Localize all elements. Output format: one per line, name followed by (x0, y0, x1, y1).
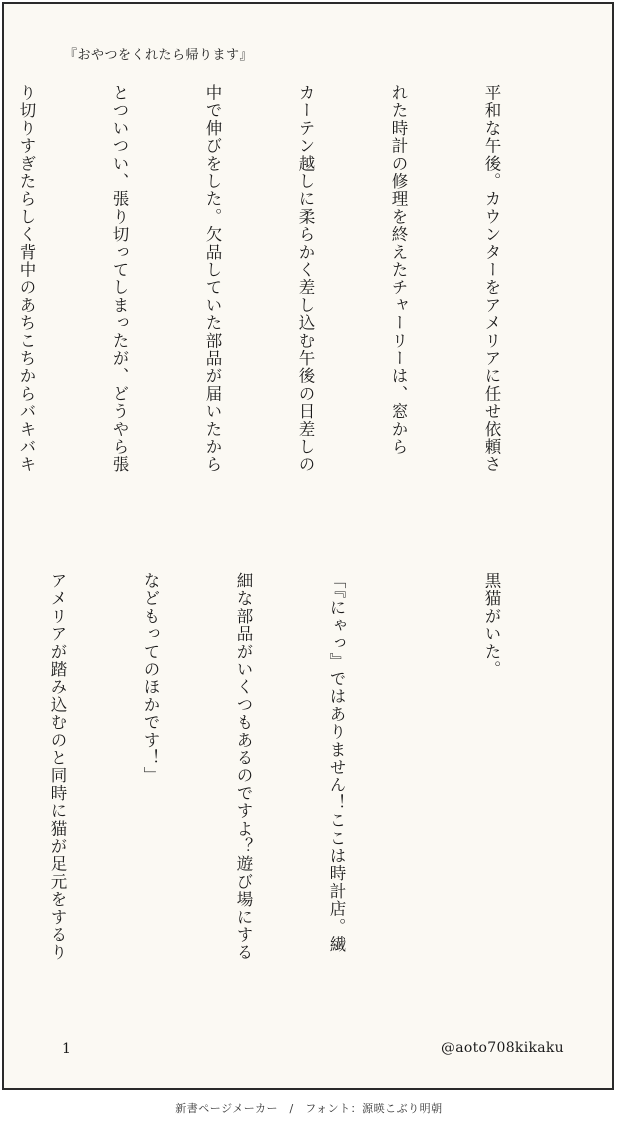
book-title: 『おやつをくれたら帰ります』 (64, 48, 254, 63)
text-line: り切りすぎたらしく背中のあちこちからバキバキ (17, 84, 36, 474)
text-line: れた時計の修理を終えたチャーリーは、窓から (389, 84, 408, 456)
text-line: などもってのほかです！」 (141, 572, 160, 785)
page-number: 1 (62, 1041, 71, 1057)
text-block-top (17, 84, 569, 559)
text-line: 「『にゃっ』ではありません！ここは時計店。繊 (327, 572, 346, 954)
text-line: アメリアが踏み込むのと同時に猫が足元をするり (48, 572, 67, 962)
generator-credit: 新書ページメーカー / フォント：源暎こぶり明朝 (175, 1102, 443, 1115)
author-handle: @aoto708kikaku (440, 1040, 564, 1056)
text-line: カーテン越しに柔らかく差し込む午後の日差しの (296, 84, 315, 474)
text-line: 黒猫がいた。 (482, 572, 501, 679)
text-block-bottom (48, 572, 569, 1012)
book-page (2, 2, 614, 1090)
text-line: 細な部品がいくつもあるのですよ？遊び場にする (234, 572, 253, 962)
text-line: とついつい、張り切ってしまったが、どうやら張 (110, 84, 129, 474)
text-line: 中で伸びをした。欠品していた部品が届いたから (203, 84, 222, 474)
text-line: 平和な午後。カウンターをアメリアに任せ依頼さ (482, 84, 501, 474)
